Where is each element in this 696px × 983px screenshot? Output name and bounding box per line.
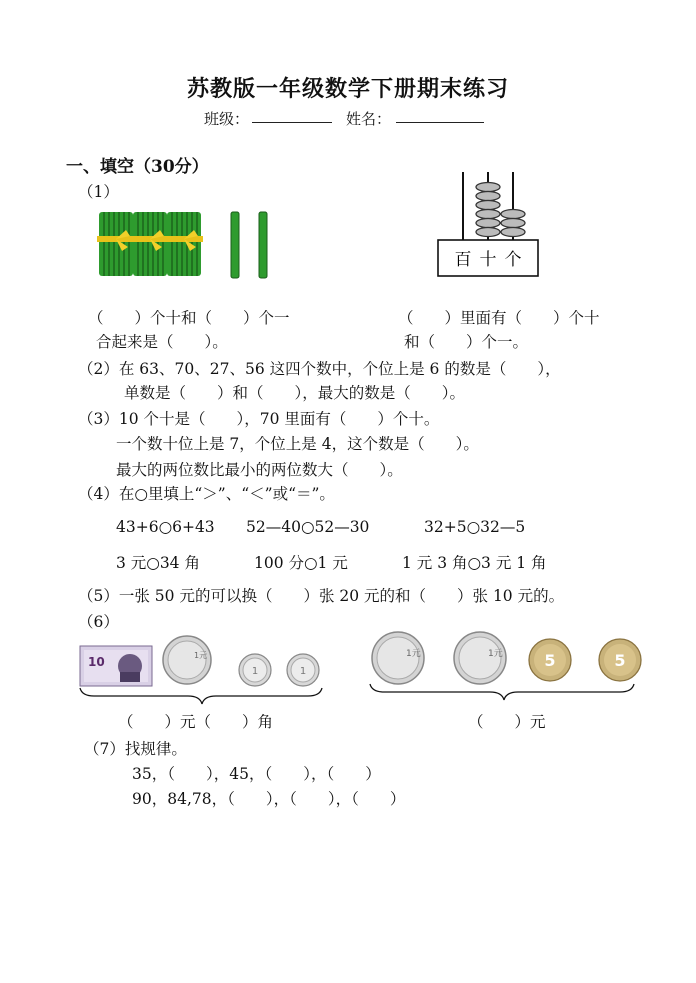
abacus-label-tens: 十 (479, 250, 497, 270)
q1-left-line1: （ ）个十和（ ）个一 (88, 309, 290, 327)
abacus-label-hundreds: 百 (454, 250, 472, 270)
q1-right-line1: （ ）里面有（ ）个十 (398, 309, 600, 327)
q6-left-answer: （ ）元（ ）角 (118, 713, 274, 731)
svg-text:1元: 1元 (194, 651, 208, 660)
q4-line1: （4）在○里填上“＞”、“＜”或“＝”。 (78, 485, 335, 503)
name-field[interactable] (396, 108, 484, 127)
abacus-label-ones: 个 (504, 250, 522, 270)
stick-bundle (165, 212, 203, 276)
q1-left-line2: 合起来是（ ）。 (96, 333, 228, 351)
section-heading: 一、填空（30分） (66, 157, 209, 177)
stick-bundles-figure (95, 208, 295, 280)
right-curly-brace (370, 684, 634, 700)
q7-line1: （7）找规律。 (84, 740, 187, 758)
svg-text:1: 1 (299, 666, 307, 677)
q3-line1: （3）10 个十是（ ），70 里面有（ ）个十。 (78, 410, 440, 428)
q4-row1-item3: 32+5○32—5 (424, 518, 526, 536)
class-field[interactable] (252, 108, 332, 127)
svg-text:5: 5 (544, 651, 556, 670)
coin-1-jiao (287, 654, 319, 686)
q4-row2-item1: 3 元○34 角 (116, 554, 200, 572)
q2-line1: （2）在 63、70、27、56 这四个数中，个位上是 6 的数是（ ）， (78, 360, 561, 378)
q4-row2-item2: 100 分○1 元 (254, 554, 348, 572)
q7-seq2: 90，84,78，（ ），（ ），（ ） (132, 790, 406, 808)
money-group-left (78, 628, 338, 708)
stick-bundle (131, 212, 169, 276)
q7-seq1: 35，（ ），45，（ ），（ ） (132, 765, 381, 783)
q1-number: （1） (78, 183, 119, 201)
coin-1-yuan (163, 636, 211, 684)
coin-1-yuan (372, 632, 424, 684)
coin-5-jiao (599, 639, 641, 681)
svg-text:1: 1 (251, 666, 259, 677)
name-field-label: 姓名： (346, 110, 392, 128)
svg-text:1元: 1元 (406, 649, 421, 659)
coin-5-jiao (529, 639, 571, 681)
q4-row2-item3: 1 元 3 角○3 元 1 角 (402, 554, 547, 572)
stick-bundle (97, 212, 135, 276)
coin-1-yuan (454, 632, 506, 684)
q6-right-answer: （ ）元 (468, 713, 546, 731)
svg-text:1元: 1元 (488, 649, 503, 659)
coin-1-jiao (239, 654, 271, 686)
page-title: 苏教版一年级数学下册期末练习 (186, 76, 509, 102)
svg-text:5: 5 (614, 651, 626, 670)
q2-line2: 单数是（ ）和（ ），最大的数是（ ）。 (124, 384, 466, 402)
q3-line3: 最大的两位数比最小的两位数大（ ）。 (116, 461, 403, 479)
q4-row1-item1: 43+6○6+43 (116, 518, 215, 536)
abacus-figure (436, 170, 546, 280)
q4-row1-item2: 52—40○52—30 (246, 518, 370, 536)
left-curly-brace (80, 688, 322, 704)
single-stick (231, 212, 239, 278)
banknote-10-yuan (80, 646, 152, 686)
q5-line1: （5）一张 50 元的可以换（ ）张 20 元的和（ ）张 10 元的。 (78, 587, 565, 605)
q1-right-line2: 和（ ）个一。 (404, 333, 529, 351)
banknote-value: 10 (88, 655, 105, 669)
class-field-label: 班级： (204, 110, 250, 128)
q3-line2: 一个数十位上是 7，个位上是 4，这个数是（ ）。 (116, 435, 479, 453)
q6-number: （6） (78, 613, 119, 631)
money-group-right (366, 624, 656, 704)
single-stick (259, 212, 267, 278)
